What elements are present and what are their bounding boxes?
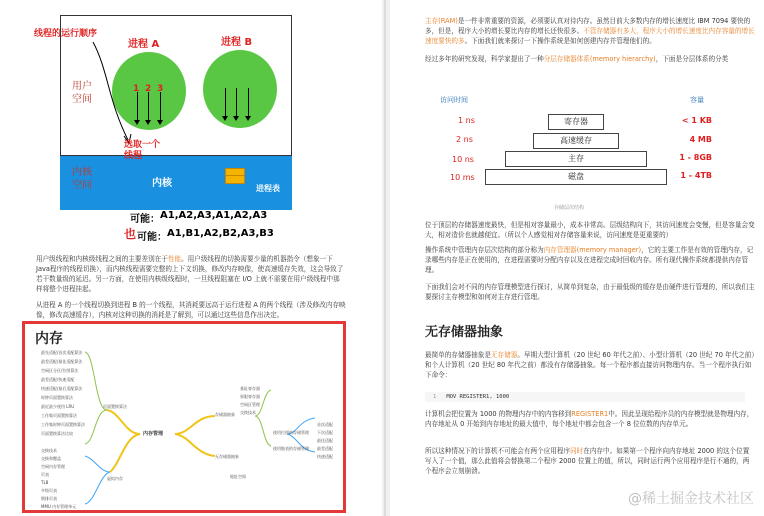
select-thread-note: 选取一个 线程	[124, 140, 161, 161]
left-paragraph-2: 从进程 A 的一个线程切换到进程 B 的一个线程，其消耗要远高于运行进程 A 的两个线程（涉及修改内存映像，修改高速缓存），内核对这种切换的消耗是了解到，可以通过这些信息作出决定。	[36, 301, 346, 319]
level-2-capacity: 1 - 8GB	[679, 153, 712, 162]
mindmap-r3-2: 最佳适配	[317, 438, 333, 443]
right-para7-highlight: REGISTER1	[571, 410, 609, 418]
right-para4-highlight: 内存管理器(memory manager)	[543, 246, 642, 254]
level-0-register: 寄存器	[548, 114, 604, 130]
right-para7-text-b: 中。因此呈现给程序员的内存模型就是物理内存，内存地址从 0 开始到内存地址的最大值中，每个地址中都会包含一个 8 位位数的内存单元。	[425, 410, 754, 428]
code-line: MOV REGISTER1, 1000	[446, 394, 510, 400]
right-paragraph-6	[425, 350, 755, 380]
right-para8-text-a: 所以这种情况下的计算机不可能会有两个应用程序	[425, 447, 571, 455]
mindmap-r0: 基址寄存器	[240, 386, 260, 391]
right-para1-highlight-2: 不管存储器有多大，程序大小的增长速度比内存容量的增长速度要快的多	[425, 27, 755, 45]
section-title: 无存储器抽象	[425, 325, 504, 340]
right-para4-text-b: ，它的主要工作是有效的管理内存，记录哪些内存是正在使用的，在进程需要时分配内存以及在进程完成时回收内存。所有现代操作系统都提供内存管理。	[425, 246, 754, 274]
user-space-label: 用户 空间	[72, 81, 92, 105]
right-paragraph-1	[425, 16, 755, 46]
watermark: @稀土掘金技术社区	[628, 491, 754, 507]
mindmap-left-group: 页面置换算法	[103, 404, 127, 409]
possible-sequence: A1,A2,A3,A1,A2,A3	[160, 210, 268, 221]
kernel-space-label: 内核 空间	[72, 167, 92, 191]
mindmap-center-node: 内存管理	[143, 431, 164, 437]
right-paragraph-2	[425, 54, 755, 64]
mindmap-r3-3: 最差适配	[317, 446, 333, 451]
right-para8-highlight: 同时	[570, 447, 584, 455]
mindmap-l1: 最差适配/最佳适配算法	[41, 359, 83, 364]
process-b-label: 进程 B	[221, 37, 253, 48]
memory-mindmap	[22, 321, 346, 513]
hierarchy-caption: 存储层次结构	[554, 205, 585, 211]
right-para4-text-a: 操作系统中管理内存层次结构的部分称为	[425, 246, 544, 254]
region-separator	[60, 155, 292, 156]
mindmap-bl4: TLB	[41, 480, 49, 485]
left-para1-highlight: 性能	[167, 255, 182, 263]
mindmap-r3-0: 首次适配	[317, 422, 333, 427]
exec-order-label: 线程的运行顺序	[34, 29, 98, 39]
mindmap-bl5: 多级页表	[41, 488, 57, 493]
also-possible-sequence: A1,B1,A2,B2,A3,B3	[167, 228, 274, 239]
right-para7-text-a: 计算机会把位置为 1000 的物理内存中的内容移到	[425, 410, 572, 418]
right-para8-text-b: 在内存中。如果第一个程序向内存地址 2000 的这个位置写入了一个值，那么此值将会替换第二个程序 2000 位置上的值，所以，同时运行两个应用程序是行不通的，两个程序会立刻崩溃。	[425, 447, 750, 475]
mindmap-bl1: 交换和覆盖	[41, 456, 61, 461]
mindmap-title: 内存	[35, 331, 63, 347]
right-paragraph-5: 下面我们会对不同的内存管理模型进行探讨，从简单到复杂，由于最低级的缓存是由硬件进行管理的，所以我们主要探讨主存模型和如何对主存进行管理。	[425, 283, 755, 301]
process-a-label: 进程 A	[128, 39, 160, 50]
mindmap-l2: 空闲区分区/位图算法	[41, 368, 79, 373]
right-paragraph-4	[425, 245, 755, 275]
mindmap-right-group: 存储器抽象	[215, 412, 235, 417]
left-para1-text-a: 用户级线程和内核级线程之间的主要差别在于	[36, 255, 168, 263]
level-0-time: 1 ns	[458, 116, 475, 125]
mindmap-l5: 时钟页面置换算法	[41, 395, 73, 400]
level-1-cache: 高速缓存	[533, 133, 619, 149]
process-b-circle	[203, 50, 277, 128]
thread-b3-arrow	[248, 88, 249, 118]
mindmap-bl7: MMU 内存管理单元	[41, 504, 77, 509]
marker-1: 1	[133, 84, 140, 94]
mindmap-l0: 最先适配/首次适配算法	[41, 350, 83, 355]
level-3-time: 10 ms	[450, 173, 475, 182]
right-para1-text-b: 。下面我们就来探讨一下操作系统是如何创建内存并管理他们的。	[464, 37, 656, 45]
mindmap-l3: 最差适配/快速适配	[41, 377, 75, 382]
mindmap-bl2: 空闲内存管理	[41, 464, 65, 469]
right-para2-text-a: 经过多年的研究发现，科学家提出了一种	[425, 55, 544, 63]
marker-2: 2	[145, 84, 152, 94]
level-2-time: 10 ns	[452, 155, 474, 164]
mindmap-bl6: 倒排页表	[41, 496, 57, 501]
marker-3: 3	[157, 84, 164, 94]
mindmap-r2: 空闲区管理	[240, 402, 260, 407]
process-table-label: 进程表	[256, 184, 280, 193]
mindmap-r2-0: 使用位图的存储管理	[273, 430, 309, 435]
thread-a3-arrow	[160, 92, 161, 122]
kernel-label: 内核	[152, 178, 172, 189]
capacity-header: 容量	[690, 96, 704, 104]
right-para2-highlight: 分层存储器体系(memory hierarchy)	[543, 55, 656, 63]
mindmap-l8: 工作集时钟页面置换算法	[41, 422, 85, 427]
mindmap-l4: 快速适配/最后适配算法	[41, 386, 83, 391]
process-table-icon	[225, 168, 245, 184]
right-para1-text-a: 是一件非常重要的资源，必须要认真对待内存。虽然目前大多数内存的增长速度比 IBM 7094 要快的多，但是，程序大小的增长要比内存的增长还快很多。	[425, 17, 751, 35]
mindmap-r1: 界限寄存器	[240, 394, 260, 399]
mindmap-l9: 页面置换算法比较	[41, 431, 73, 436]
code-line-number: 1	[433, 394, 437, 400]
also-possible-label: 可能：	[137, 232, 167, 243]
right-paragraph-7	[425, 409, 755, 429]
mindmap-vm-label: 虚拟内存	[107, 476, 123, 481]
mindmap-r3-4: 快速适配	[317, 454, 333, 459]
mindmap-r3-1: 下次适配	[317, 430, 333, 435]
level-3-disk: 磁盘	[485, 169, 667, 185]
mindmap-bl0: 交换技术	[41, 448, 57, 453]
level-0-capacity: < 1 KB	[681, 116, 712, 125]
right-para1-highlight-1: 主存(RAM)	[425, 17, 458, 25]
page-divider	[384, 0, 386, 516]
also-label: 也	[124, 227, 137, 241]
left-para1-text-b: 。用户级线程的切换需要少量的机器指令（想象一下Java程序的线程切换），而内核线程需要完整的上下文切换，修改内存映像，使高速缓存失效，这会导致了若干数量级的延迟。另一方面，在使用内核级线程时，一旦线程阻塞在 I/O 上就不需要在用户级线程中那样将整个进程挂起。	[36, 255, 344, 293]
level-1-time: 2 ns	[456, 135, 473, 144]
mindmap-br0: 地址空间	[230, 474, 246, 479]
code-block	[425, 392, 745, 402]
thread-b2-arrow	[236, 88, 237, 118]
order-curve-icon	[88, 40, 148, 150]
right-para6-text-b: 。早期大型计算机（20 世纪 60 年代之前）、小型计算机（20 世纪 70 年代之前）和个人计算机（20 世纪 80 年代之前）都没有存储器抽象。每一个程序都直接访问物理内存。当一个程序执行如下命令：	[425, 351, 755, 379]
access-time-header: 访问时间	[440, 96, 468, 104]
process-table-line	[225, 175, 245, 176]
mindmap-bl3: 页表	[41, 472, 49, 477]
level-1-capacity: 4 MB	[689, 135, 712, 144]
level-3-capacity: 1 - 4TB	[680, 171, 712, 180]
thread-a2-arrow	[148, 92, 149, 122]
right-para6-text-a: 最简单的存储器抽象是	[425, 351, 491, 359]
mindmap-r3: 交换技术	[240, 410, 256, 415]
right-para6-highlight: 无存储器	[490, 351, 518, 359]
thread-b1-arrow	[225, 88, 226, 118]
mindmap-l6: 最近最少使用 LRU	[41, 404, 75, 409]
right-paragraph-8	[425, 446, 755, 476]
mindmap-l7: 工作集页面置换算法	[41, 413, 77, 418]
mindmap-no-abstract: 无存储器抽象	[215, 454, 239, 459]
right-para2-text-b: ，下面是分层体系的分类	[655, 55, 729, 63]
level-2-main-memory: 主存	[505, 151, 647, 167]
mindmap-r2-1: 使用链表的存储管理	[273, 446, 309, 451]
possible-label: 可能：	[130, 214, 160, 225]
right-paragraph-3: 位于顶层的存储器速度最快，但是相对容量最小，成本非常高。层级结构向下，其访问速度会变慢，但是容量会变大，相对造价也就越便宜。（所以个人感觉相对存储容量来说，访问速度是更重要的）	[425, 221, 755, 239]
left-paragraph-1	[36, 254, 346, 294]
